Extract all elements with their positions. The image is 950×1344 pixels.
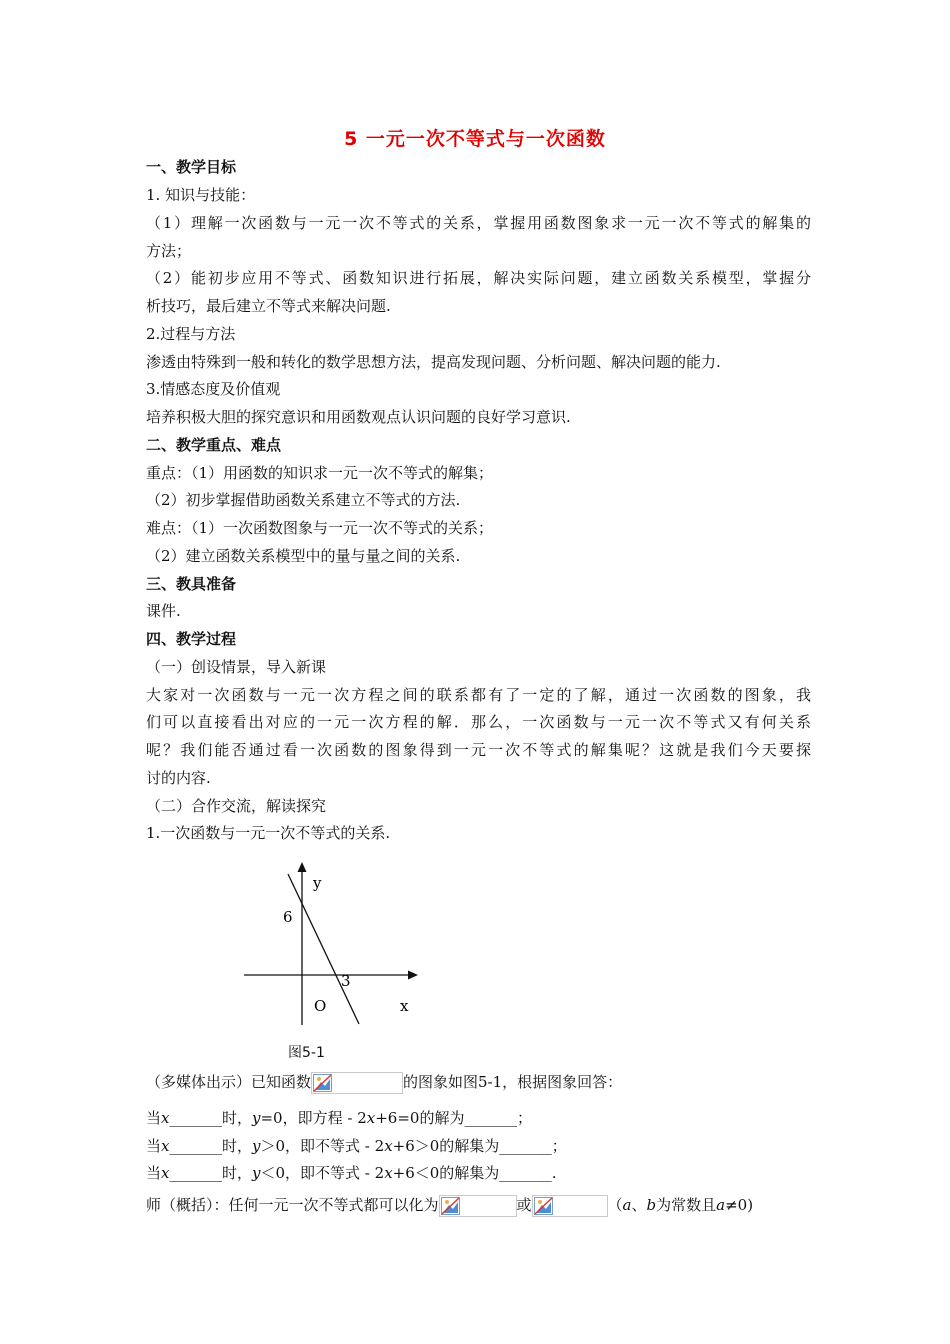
variable: x — [161, 1109, 170, 1127]
broken-image-icon — [534, 1197, 553, 1215]
broken-image-icon — [313, 1074, 332, 1092]
x-intercept-label: 3 — [341, 972, 351, 990]
text: 师（概括）：任何一元一次不等式都可以化为 — [146, 1196, 439, 1214]
question-row-3 — [146, 1163, 811, 1183]
paragraph-line: （一）创设情景，导入新课 — [146, 658, 327, 676]
section-heading-key-points: 二、教学重点、难点 — [146, 436, 282, 454]
text: ＞0，即不等式 - 2 — [260, 1137, 385, 1155]
page-title: 5 一元一次不等式与一次函数 — [344, 128, 606, 150]
x-axis-label: x — [400, 997, 409, 1015]
y-axis-arrow-icon — [298, 862, 307, 872]
variable: x — [384, 1137, 393, 1155]
paragraph-line: （1）理解一次函数与一元一次不等式的关系，掌握用函数图象求一元一次不等式的解集的 — [146, 214, 811, 232]
text: ≠0) — [725, 1196, 754, 1214]
paragraph-line: 们可以直接看出对应的一元一次方程的解．那么，一次函数与一元一次不等式又有何关系 — [146, 713, 811, 731]
teacher-summary — [146, 1195, 806, 1217]
paragraph-line: 析技巧，最后建立不等式来解决问题. — [146, 297, 391, 315]
paragraph-line: 1.一次函数与一元一次不等式的关系. — [146, 824, 391, 842]
function-graph — [236, 860, 426, 1030]
variable: x — [366, 1109, 376, 1127]
variable: y — [252, 1109, 261, 1127]
question-row-1 — [146, 1108, 811, 1128]
paragraph-line: 方法； — [146, 242, 192, 260]
text: _______时， — [169, 1109, 252, 1127]
text: （多媒体出示）已知函数 — [146, 1073, 312, 1091]
paragraph-line: （2）建立函数关系模型中的量与量之间的关系. — [146, 547, 461, 565]
text: 当 — [146, 1137, 162, 1155]
variable: y — [252, 1137, 261, 1155]
text: 或 — [516, 1196, 532, 1214]
paragraph-line: 课件. — [146, 602, 181, 620]
text: +6＜0的解集为_______. — [392, 1164, 557, 1182]
section-heading-materials: 三、教具准备 — [146, 575, 237, 593]
paragraph-line: （2）初步掌握借助函数关系建立不等式的方法. — [146, 491, 461, 509]
formula-image-placeholder — [439, 1195, 517, 1217]
broken-image-icon — [441, 1197, 460, 1215]
paragraph-line: 呢？我们能否通过看一次函数的图象得到一元一次不等式的解集呢？这就是我们今天要探 — [146, 741, 811, 759]
origin-label: O — [314, 997, 327, 1015]
formula-image-placeholder — [532, 1195, 608, 1217]
text: （ — [607, 1196, 623, 1214]
paragraph-line: 难点：（1）一次函数图象与一元一次不等式的关系； — [146, 519, 494, 537]
x-axis-arrow-icon — [408, 971, 418, 980]
question-intro — [146, 1072, 811, 1094]
text: 的图象如图5-1，根据图象回答： — [403, 1073, 623, 1091]
paragraph-line: 大家对一次函数与一元一次方程之间的联系都有了一定的了解，通过一次函数的图象，我 — [146, 686, 811, 704]
section-heading-objectives: 一、教学目标 — [146, 158, 237, 176]
variable: x — [384, 1164, 393, 1182]
paragraph-line: 培养积极大胆的探究意识和用函数观点认识问题的良好学习意识. — [146, 408, 571, 426]
text: 当 — [146, 1109, 162, 1127]
y-axis-label: y — [313, 874, 322, 892]
section-heading-process: 四、教学过程 — [146, 630, 237, 648]
variable: x — [161, 1137, 170, 1155]
paragraph-line: 3.情感态度及价值观 — [146, 380, 281, 398]
variable: y — [252, 1164, 261, 1182]
paragraph-line: （二）合作交流，解读探究 — [146, 797, 327, 815]
formula-image-placeholder — [311, 1072, 403, 1094]
paragraph-line: 讨的内容. — [146, 769, 211, 787]
text: 、 — [631, 1196, 647, 1214]
variable: a — [716, 1196, 726, 1214]
text: _______时， — [169, 1164, 252, 1182]
paragraph-line: （2）能初步应用不等式、函数知识进行拓展，解决实际问题，建立函数关系模型，掌握分 — [146, 269, 811, 287]
text: +6=0的解为_______； — [375, 1109, 532, 1127]
variable: x — [161, 1164, 170, 1182]
text: +6＞0的解集为_______； — [392, 1137, 567, 1155]
text: _______时， — [169, 1137, 252, 1155]
y-intercept-label: 6 — [283, 908, 293, 926]
text: ＜0，即不等式 - 2 — [260, 1164, 385, 1182]
text: =0，即方程 - 2 — [260, 1109, 367, 1127]
question-row-2 — [146, 1136, 811, 1156]
text: 当 — [146, 1164, 162, 1182]
variable: a — [622, 1196, 632, 1214]
paragraph-line: 2.过程与方法 — [146, 325, 236, 343]
paragraph-line: 1. 知识与技能： — [146, 186, 256, 204]
variable: b — [646, 1196, 657, 1214]
figure-caption: 图5-1 — [288, 1045, 325, 1061]
paragraph-line: 渗透由特殊到一般和转化的数学思想方法，提高发现问题、分析问题、解决问题的能力. — [146, 353, 721, 371]
text: 为常数且 — [656, 1196, 717, 1214]
paragraph-line: 重点：（1）用函数的知识求一元一次不等式的解集； — [146, 464, 494, 482]
